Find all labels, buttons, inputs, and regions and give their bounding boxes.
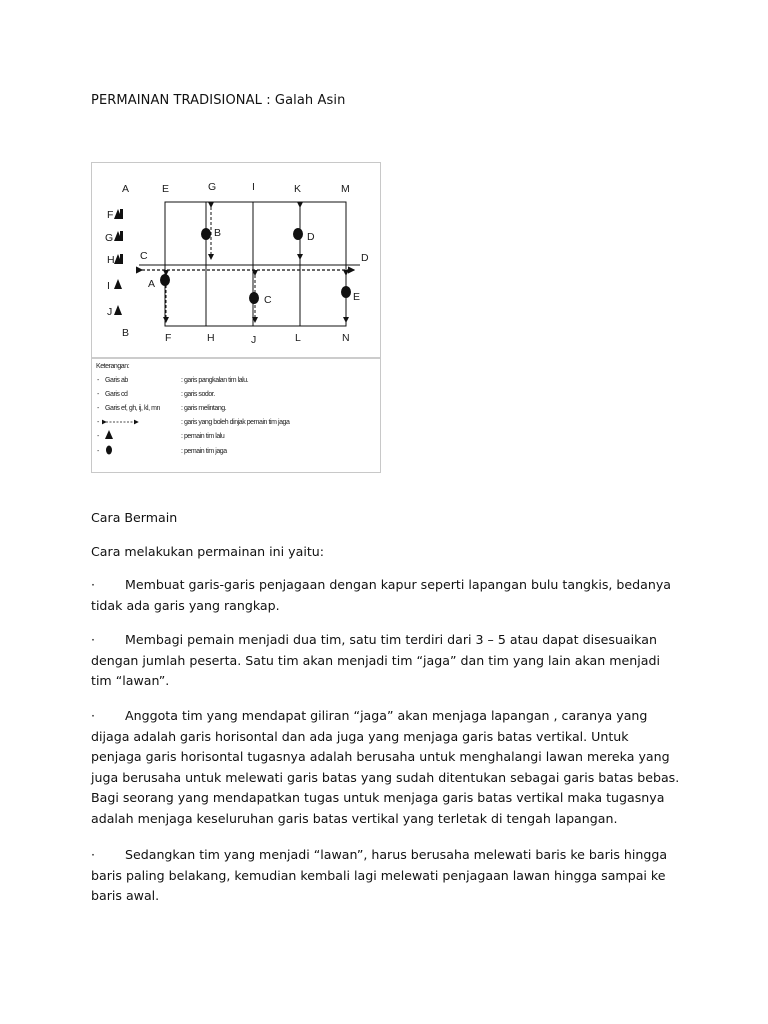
legend-dash-2: - xyxy=(97,391,99,398)
label-left-j: J xyxy=(107,306,113,318)
legend-dash-4: - xyxy=(97,419,99,426)
bullet-item-3 xyxy=(91,706,681,830)
legend-label-3: Garis ef, gh, ij, kl, mn xyxy=(105,405,160,412)
bullet-1-first: Membuat garis-garis penjagaan dengan kapur seperti lapangan bulu tangkis, bedanya xyxy=(125,577,672,592)
legend-label-2: Garis cd xyxy=(105,391,128,398)
legend-desc-3: : garis melintang. xyxy=(181,405,227,412)
bullet-4-rest: baris paling belakang, kemudian kembali lagi melewati penjagaan lawan hingga sampai ke baris awal. xyxy=(91,867,666,904)
label-top-i: I xyxy=(252,181,255,193)
label-bottom-j: J xyxy=(251,334,257,346)
bullet-dot: · xyxy=(91,632,96,647)
label-bottom-f: F xyxy=(165,332,172,344)
label-player-c: C xyxy=(264,294,272,306)
legend-label-1: Garis ab xyxy=(105,377,128,384)
bullet-item-1 xyxy=(91,575,681,616)
legend-dash-6: - xyxy=(97,448,99,455)
label-bottom-n: N xyxy=(342,332,350,344)
legend-dash-5: - xyxy=(97,433,99,440)
field-diagram xyxy=(91,162,381,473)
player-e xyxy=(341,286,351,298)
label-left-i: I xyxy=(107,280,110,292)
bullet-3-first: Anggota tim yang mendapat giliran “jaga” akan menjaga lapangan , caranya yang xyxy=(125,708,648,723)
bullet-3-rest: dijaga adalah garis horisontal dan ada juga yang menjaga garis batas vertikal. Untuk penjaga garis horisontal tugasnya adalah berusaha untuk menghalangi lawan mereka yang juga berusaha untuk melewati garis batas yang sudah ditentukan sebagai garis batas bebas. Bagi seorang yang mendapatkan tugas untuk menjaga garis batas vertikal maka tugasnya adalah menjaga keseluruhan garis batas vertikal yang terletak di tengah lapangan. xyxy=(91,728,680,826)
label-d: D xyxy=(361,252,369,264)
runner-triangles xyxy=(114,209,123,315)
legend-desc-6: : pemain tim jaga xyxy=(181,448,227,455)
label-bottom-b: B xyxy=(122,327,130,339)
label-player-a: A xyxy=(148,278,156,290)
label-top-k: K xyxy=(294,183,302,195)
label-bottom-l: L xyxy=(295,332,301,344)
label-player-b: B xyxy=(214,227,222,239)
player-b xyxy=(201,228,211,240)
player-a xyxy=(160,274,170,286)
legend-dash-3: - xyxy=(97,405,99,412)
bullet-item-4 xyxy=(91,845,681,907)
bullet-dot: · xyxy=(91,847,96,862)
legend-triangle-icon xyxy=(105,430,113,439)
label-bottom-h: H xyxy=(207,332,215,344)
bullet-dot: · xyxy=(91,577,96,592)
section-heading: Cara Bermain xyxy=(91,510,178,525)
bullet-1-rest: tidak ada garis yang rangkap. xyxy=(91,597,280,613)
label-top-a: A xyxy=(122,183,130,195)
label-top-g: G xyxy=(208,181,217,193)
player-c xyxy=(249,292,259,304)
label-left-f: F xyxy=(107,209,114,221)
label-player-e: E xyxy=(353,291,361,303)
label-c: C xyxy=(140,250,148,262)
legend-dash-1: - xyxy=(97,377,99,384)
label-top-e: E xyxy=(162,183,170,195)
player-d xyxy=(293,228,303,240)
legend-title: Keterangan: xyxy=(96,363,130,370)
intro-paragraph: Cara melakukan permainan ini yaitu: xyxy=(91,544,324,559)
legend-circle-icon xyxy=(106,446,112,455)
field-diagram-svg xyxy=(92,163,380,472)
bullet-item-2 xyxy=(91,630,681,692)
document-title: PERMAINAN TRADISIONAL : Galah Asin xyxy=(91,93,346,108)
legend-desc-1: : garis pangkalan tim lalu. xyxy=(181,377,249,384)
bullet-2-rest: dengan jumlah peserta. Satu tim akan menjadi tim “jaga” dan tim yang lain akan menjadi tim “lawan”. xyxy=(91,652,660,689)
bullet-dot: · xyxy=(91,708,96,723)
legend-desc-4: : garis yang boleh dinjak pemain tim jaga xyxy=(181,419,290,426)
label-left-h: H xyxy=(107,254,115,266)
label-top-m: M xyxy=(341,183,350,195)
bullet-4-first: Sedangkan tim yang menjadi “lawan”, harus berusaha melewati baris ke baris hingga xyxy=(125,847,668,862)
label-left-g: G xyxy=(105,232,114,244)
label-player-d: D xyxy=(307,231,315,243)
legend-desc-5: : pemain tim lalu xyxy=(181,433,225,440)
bullet-2-first: Membagi pemain menjadi dua tim, satu tim terdiri dari 3 – 5 atau dapat disesuaikan xyxy=(125,632,657,647)
legend-desc-2: : garis sodor. xyxy=(181,391,215,398)
